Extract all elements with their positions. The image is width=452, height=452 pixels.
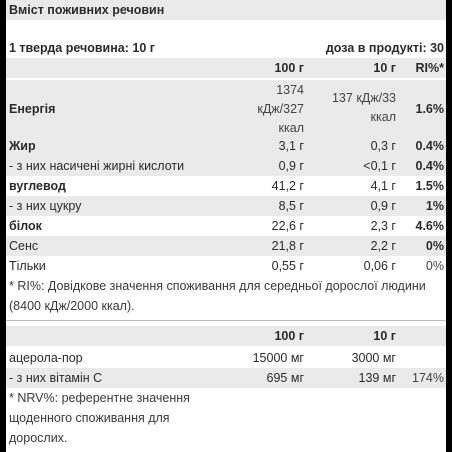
row-name: - з них вітамін С — [9, 371, 103, 385]
row-10g: <0,1 г — [363, 159, 396, 173]
row-100g: 3,1 г — [278, 139, 304, 153]
row-10g: 2,2 г — [370, 239, 396, 253]
table-row — [6, 256, 446, 276]
nrv-footnote: * NRV%: референтне значення щоденного споживання для дорослих. — [9, 391, 190, 445]
table-row — [6, 348, 446, 368]
energy-ri: 1.6% — [415, 102, 444, 116]
table-row — [6, 196, 446, 216]
row-100g: 0,55 г — [271, 259, 304, 273]
row-100g: 8,5 г — [278, 199, 304, 213]
row-ri: 0.4% — [415, 139, 444, 153]
table1-header-row — [6, 58, 446, 78]
table-row — [6, 156, 446, 176]
row-name: ацерола-пор — [9, 351, 83, 365]
energy-10g-line2: ккал — [370, 110, 396, 124]
row-100g: 22,6 г — [271, 219, 304, 233]
table-row — [6, 80, 446, 140]
row-nrv: 174% — [412, 371, 444, 385]
serving-info-row — [6, 38, 446, 58]
energy-10g-line1: 137 кДж/33 — [331, 91, 396, 105]
nutrition-panel — [6, 0, 446, 452]
row-100g: 695 мг — [266, 371, 304, 385]
energy-100g-line1: 1374 — [276, 83, 304, 97]
row-10g: 139 мг — [358, 371, 396, 385]
row-name: Тільки — [9, 259, 46, 273]
row-10g: 0,3 г — [370, 139, 396, 153]
table1-col-ri: RI%* — [415, 61, 444, 75]
table-row — [6, 236, 446, 256]
panel-title: Вміст поживних речовин — [6, 0, 446, 20]
table-row — [6, 216, 446, 236]
energy-100g-line2: кДж/327 — [257, 102, 304, 116]
row-ri: 4.6% — [415, 219, 444, 233]
row-10g: 2,3 г — [370, 219, 396, 233]
row-name: Енергія — [9, 102, 56, 116]
row-ri: 1% — [425, 199, 444, 213]
ri-footnote: * RI%: Довідкове значення споживання для середньої дорослої людини (8400 кДж/2000 ккал). — [9, 279, 426, 313]
table2-col-10g: 10 г — [373, 329, 396, 343]
row-ri: 0.4% — [415, 159, 444, 173]
servings-per-product: доза в продукті: 30 — [325, 41, 444, 55]
serving-size-label: 1 тверда речовина: 10 г — [9, 41, 155, 55]
table1-col-10g: 10 г — [373, 61, 396, 75]
row-10g: 0,9 г — [370, 199, 396, 213]
table-divider — [6, 320, 446, 321]
row-ri: 0% — [425, 259, 444, 273]
table-row — [6, 368, 446, 388]
row-name: Жир — [9, 139, 36, 153]
energy-100g-line3: ккал — [278, 121, 304, 135]
row-100g: 0,9 г — [278, 159, 304, 173]
row-10g: 4,1 г — [370, 179, 396, 193]
row-100g: 15000 мг — [252, 351, 304, 365]
table-row — [6, 176, 446, 196]
row-100g: 21,8 г — [271, 239, 304, 253]
table1-col-100g: 100 г — [274, 61, 304, 75]
row-name: Сенс — [9, 239, 39, 253]
row-ri: 1.5% — [415, 179, 444, 193]
row-10g: 0,06 г — [363, 259, 396, 273]
table-row — [6, 136, 446, 156]
row-name: - з них цукру — [9, 199, 82, 213]
table2-col-100g: 100 г — [274, 329, 304, 343]
row-100g: 41,2 г — [271, 179, 304, 193]
row-name: - з них насичені жирні кислоти — [9, 159, 185, 173]
row-ri: 0% — [425, 239, 444, 253]
table2-header-row — [6, 326, 446, 346]
row-10g: 3000 мг — [351, 351, 396, 365]
row-name: вуглевод — [9, 179, 66, 193]
row-name: білок — [9, 219, 42, 233]
